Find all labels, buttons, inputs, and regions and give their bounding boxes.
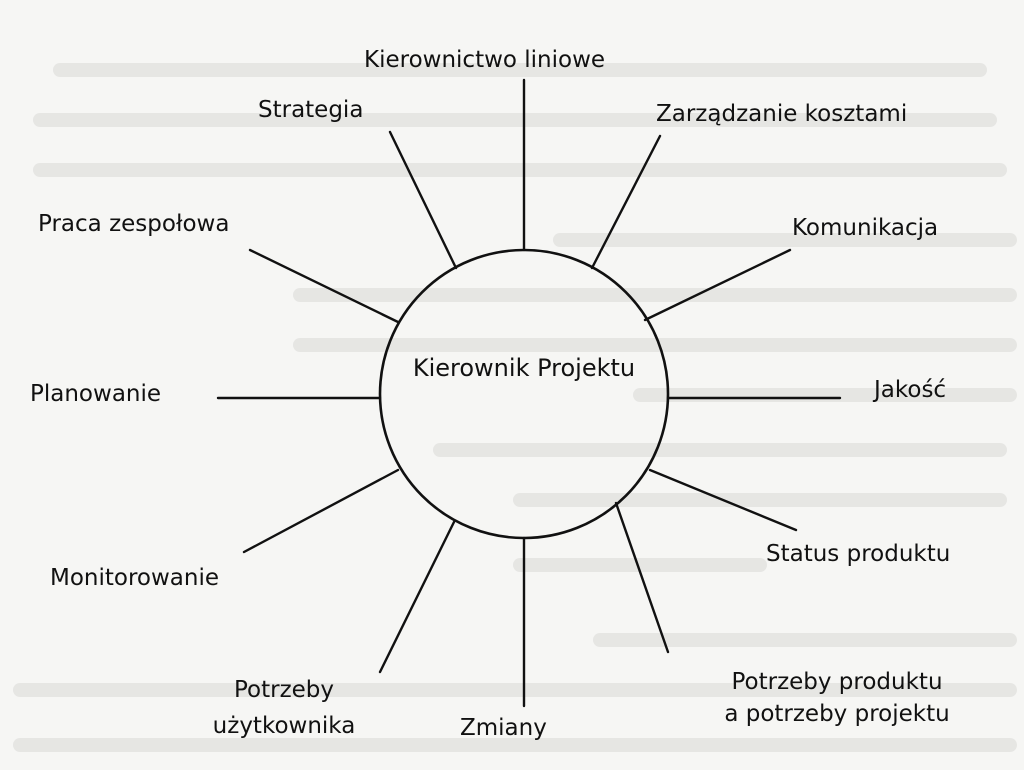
center-label-kierownik-projektu: [412, 352, 636, 384]
spoke-praca-zespolowa: [250, 250, 398, 322]
center-circle: [380, 250, 668, 538]
node-monitorowanie: Monitorowanie: [50, 565, 220, 591]
center-label-line1: Kierownik: [412, 354, 530, 382]
node-zarzadzanie-kosztami: Zarządzanie kosztami: [656, 101, 908, 127]
node-jakosc: Jakość: [874, 377, 947, 403]
node-potrzeby-uzytkownika: [184, 676, 384, 740]
spoke-potrzeby-produktu: [616, 503, 668, 652]
node-potrzeby-uzytkownika-line1: Potrzeby: [233, 677, 335, 703]
node-kierownictwo-liniowe: Kierownictwo liniowe: [364, 47, 606, 73]
spoke-komunikacja: [645, 250, 790, 320]
node-praca-zespolowa: Praca zespołowa: [38, 211, 230, 237]
spoke-potrzeby-uzytkownika: [380, 522, 454, 672]
node-strategia: Strategia: [258, 97, 364, 123]
spoke-zarzadzanie-kosztami: [592, 136, 660, 268]
node-potrzeby-produktu-line2: a potrzeby projektu: [724, 701, 950, 727]
node-potrzeby-produktu: [682, 668, 992, 728]
node-zmiany: Zmiany: [460, 715, 547, 741]
center-label-line2: Projektu: [537, 354, 636, 382]
node-status-produktu: Status produktu: [766, 541, 951, 567]
spoke-monitorowanie: [244, 470, 398, 552]
node-planowanie: Planowanie: [30, 381, 162, 407]
spoke-strategia: [390, 132, 456, 268]
node-potrzeby-produktu-line1: Potrzeby produktu: [731, 669, 943, 695]
node-komunikacja: Komunikacja: [792, 215, 939, 241]
spoke-status-produktu: [650, 470, 796, 530]
node-potrzeby-uzytkownika-line2: użytkownika: [212, 713, 356, 739]
